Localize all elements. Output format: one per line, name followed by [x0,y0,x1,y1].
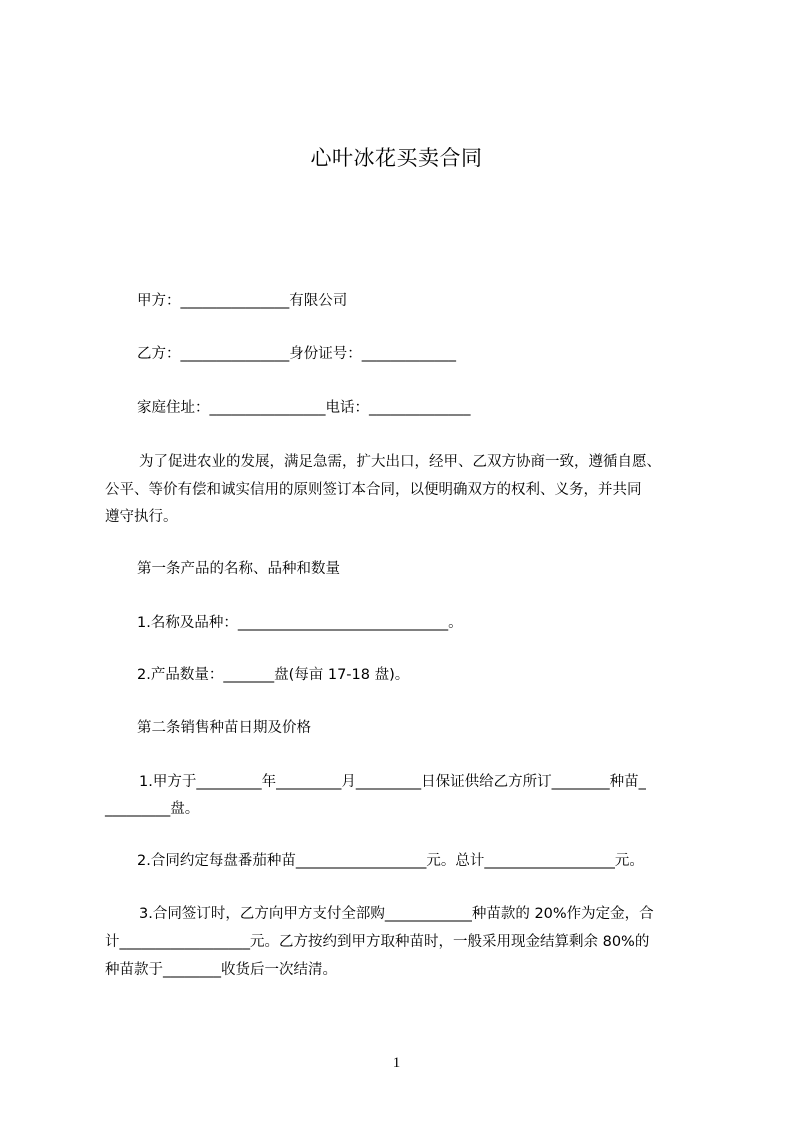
article-2-item-2: 2.合同约定每盘番茄种苗__________________元。总计__________________元。 [137,853,644,869]
article-2-heading: 第二条销售种苗日期及价格 [137,720,311,736]
article-1-heading: 第一条产品的名称、品种和数量 [137,561,340,577]
intro-paragraph-line-3: 遵守执行。 [105,509,178,525]
intro-paragraph-line-1: 为了促进农业的发展，满足急需，扩大出口，经甲、乙双方协商一致，遵循自愿、 [139,454,661,470]
address-line: 家庭住址：________________电话：______________ [137,400,471,416]
page-number: 1 [392,1055,401,1071]
party-b-line: 乙方：_______________身份证号：_____________ [137,346,456,362]
article-2-item-3-line-2: 计__________________元。乙方按约到甲方取种苗时，一般采用现金结算剩余 80%的 [105,934,650,950]
article-2-item-3-line-3: 种苗款于________收货后一次结清。 [105,962,337,978]
article-2-item-1-line-2: _________盘。 [105,801,200,817]
article-1-item-2: 2.产品数量：_______盘(每亩 17-18 盘)。 [137,667,410,683]
party-a-line: 甲方：_______________有限公司 [137,293,348,309]
article-1-item-1: 1.名称及品种：_____________________________。 [137,615,463,631]
document-title: 心叶冰花买卖合同 [310,146,483,170]
article-2-item-3-line-1: 3.合同签订时，乙方向甲方支付全部购____________种苗款的 20%作为定金，合 [139,906,654,922]
article-2-item-1-line-1: 1.甲方于_________年_________月_________日保证供给乙方所订________种苗_ [139,774,646,790]
intro-paragraph-line-2: 公平、等价有偿和诚实信用的原则签订本合同，以便明确双方的权利、义务，并共同 [105,482,642,498]
